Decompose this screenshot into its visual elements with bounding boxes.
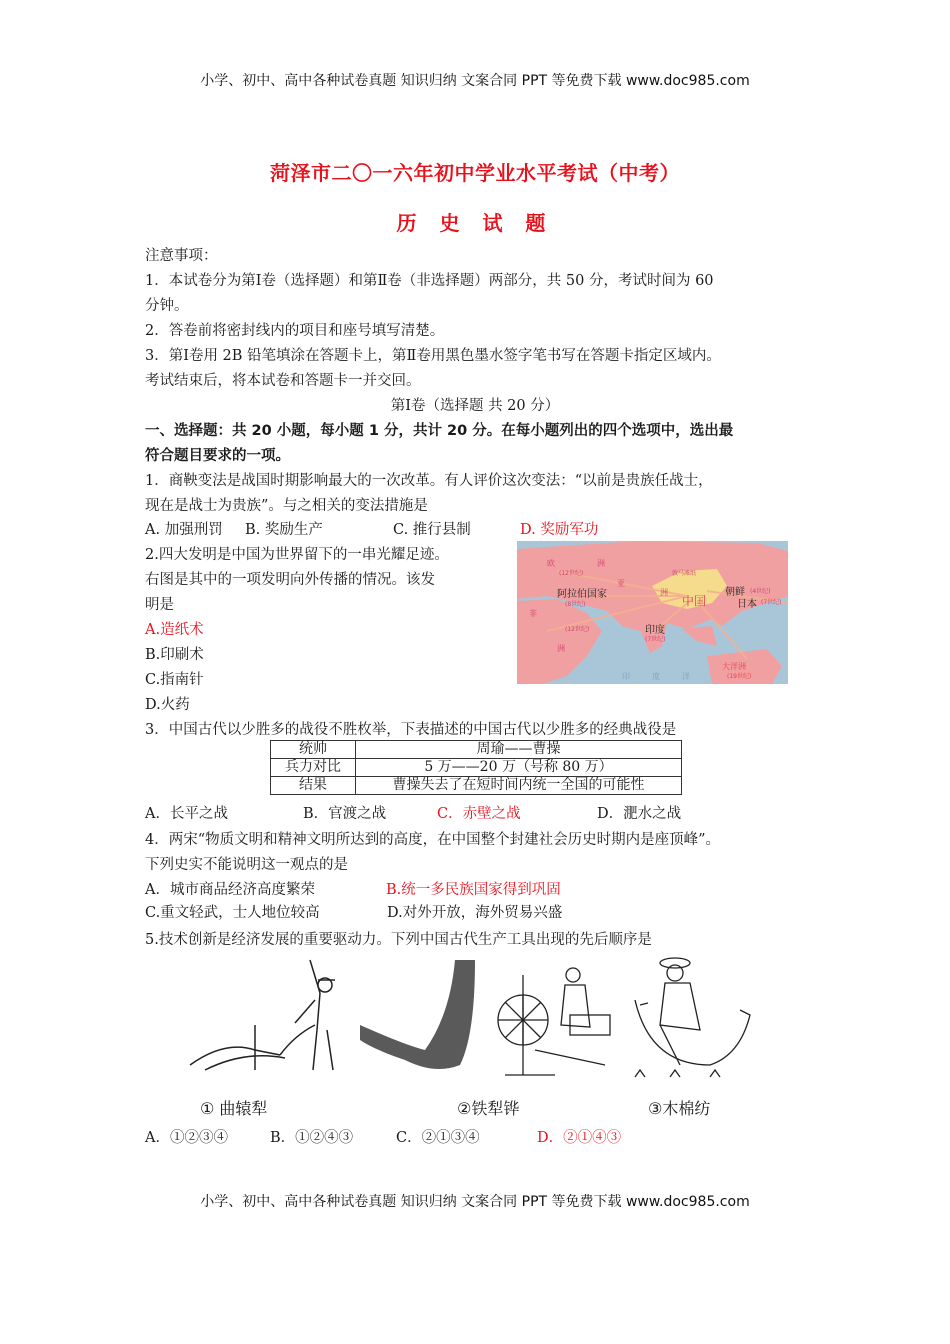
exam-subtitle: 历 史 试 题 [396,211,554,235]
svg-text:日本: 日本 [737,599,757,610]
table-cell: 5 万——20 万（号称 80 万） [356,759,682,777]
q4-option-a: A．城市商品经济高度繁荣 [145,882,315,898]
world-map-illustration [517,541,788,684]
svg-text:(12世纪): (12世纪) [565,626,590,633]
svg-text:大洋洲: 大洋洲 [722,662,746,671]
q1-option-d-answer: D. 奖励军功 [520,522,599,538]
header-banner: 小学、初中、高中各种试卷真题 知识归纳 文案合同 PPT 等免费下载 www.doc985.com [200,73,750,89]
svg-text:印度: 印度 [645,625,665,636]
table-row [271,777,682,795]
table-cell: 兵力对比 [271,759,356,777]
curved-plough-illustration [185,955,345,1080]
cotton-spinning-illustration [630,955,755,1080]
section-heading: 第Ⅰ卷（选择题 共 20 分） [390,398,560,414]
svg-text:洲: 洲 [597,559,605,568]
q1-option-b: B. 奖励生产 [245,522,323,538]
question-1-text: 1．商鞅变法是战国时期影响最大的一次改革。有人评价这次变法：“以前是贵族任战士， [145,473,713,489]
q5-option-c: C．②①③④ [396,1130,480,1146]
svg-text:敦马滩纸: 敦马滩纸 [672,570,697,577]
q1-option-c: C. 推行县制 [393,522,471,538]
question-2-text: 2.四大发明是中国为世界留下的一串光耀足迹。 [145,547,449,563]
notice-item: 2．答卷前将密封线内的项目和座号填写清楚。 [145,323,445,339]
svg-text:(4世纪): (4世纪) [750,588,771,595]
svg-text:(8世纪): (8世纪) [565,601,586,608]
notice-item: 1．本试卷分为第Ⅰ卷（选择题）和第Ⅱ卷（非选择题）两部分，共 50 分，考试时间为 60 [145,273,714,289]
caption-cotton-spinning: ③木棉纺 [648,1099,711,1118]
section-instructions: 符合题目要求的一项。 [145,448,290,464]
q2-option-a-answer: A.造纸术 [145,622,204,638]
q4-option-d: D.对外开放，海外贸易兴盛 [387,905,563,921]
q2-option-d: D.火药 [145,697,190,713]
caption-iron-ploughshare: ②铁犁铧 [457,1099,520,1118]
question-3-text: 3．中国古代以少胜多的战役不胜枚举，下表描述的中国古代以少胜多的经典战役是 [145,722,677,738]
svg-text:洋: 洋 [682,672,690,681]
q5-option-d-answer: D．②①④③ [537,1130,622,1146]
svg-text:中国: 中国 [682,594,707,608]
q4-option-b-answer: B.统一多民族国家得到巩固 [386,882,561,898]
svg-text:非: 非 [529,609,537,618]
q3-option-a: A．长平之战 [145,806,228,822]
svg-text:度: 度 [652,672,660,681]
svg-text:(12世纪): (12世纪) [559,570,584,577]
question-2-text: 右图是其中的一项发明向外传播的情况。该发 [145,572,435,588]
q3-option-b: B．官渡之战 [303,806,387,822]
q5-option-b: B．①②④③ [270,1130,354,1146]
iron-ploughshare-illustration [355,955,475,1080]
q3-option-d: D．淝水之战 [597,806,682,822]
paper-spread-map [517,541,788,684]
battle-table [270,740,682,795]
q4-option-c: C.重文轻武，士人地位较高 [145,905,320,921]
table-cell: 周瑜——曹操 [356,741,682,759]
table-cell: 统帅 [271,741,356,759]
caption-curved-plough: ① 曲辕犁 [200,1099,268,1118]
exam-title: 菏泽市二〇一六年初中学业水平考试（中考） [270,161,680,185]
svg-text:朝鲜: 朝鲜 [725,587,745,598]
question-5-text: 5.技术创新是经济发展的重要驱动力。下列中国古代生产工具出现的先后顺序是 [145,932,652,948]
table-cell: 结果 [271,777,356,795]
svg-text:阿拉伯国家: 阿拉伯国家 [557,589,607,600]
question-2-text: 明是 [145,597,174,613]
svg-text:洲: 洲 [557,644,565,653]
svg-text:亚: 亚 [617,579,625,588]
svg-text:(7世纪): (7世纪) [645,636,666,643]
footer-banner: 小学、初中、高中各种试卷真题 知识归纳 文案合同 PPT 等免费下载 www.doc985.com [200,1194,750,1210]
svg-text:印: 印 [622,672,630,681]
spinning-wheel-illustration [495,955,620,1080]
question-4-text: 下列史实不能说明这一观点的是 [145,857,348,873]
q2-option-c: C.指南针 [145,672,204,688]
q5-option-a: A．①②③④ [145,1130,228,1146]
notice-heading: 注意事项： [145,248,218,264]
section-instructions: 一、选择题：共 20 小题，每小题 1 分，共计 20 分。在每小题列出的四个选项中，选出最 [145,423,734,439]
svg-text:(19世纪): (19世纪) [727,673,752,680]
question-1-text: 现在是战士为贵族”。与之相关的变法措施是 [145,498,428,514]
q1-option-a: A. 加强刑罚 [145,522,223,538]
svg-text:(7世纪): (7世纪) [761,599,782,606]
svg-text:欧: 欧 [547,559,555,568]
table-row [271,741,682,759]
table-row [271,759,682,777]
svg-text:洲: 洲 [660,588,668,597]
question-4-text: 4．两宋“物质文明和精神文明所达到的高度，在中国整个封建社会历史时期内是座顶峰”。 [145,832,721,848]
notice-item: 分钟。 [145,298,189,314]
table-cell: 曹操失去了在短时间内统一全国的可能性 [356,777,682,795]
notice-item: 考试结束后，将本试卷和答题卡一并交回。 [145,373,421,389]
q2-option-b: B.印刷术 [145,647,204,663]
q3-option-c-answer: C．赤壁之战 [437,806,521,822]
notice-item: 3．第Ⅰ卷用 2B 铅笔填涂在答题卡上，第Ⅱ卷用黑色墨水签字笔书写在答题卡指定区域内。 [145,348,721,364]
